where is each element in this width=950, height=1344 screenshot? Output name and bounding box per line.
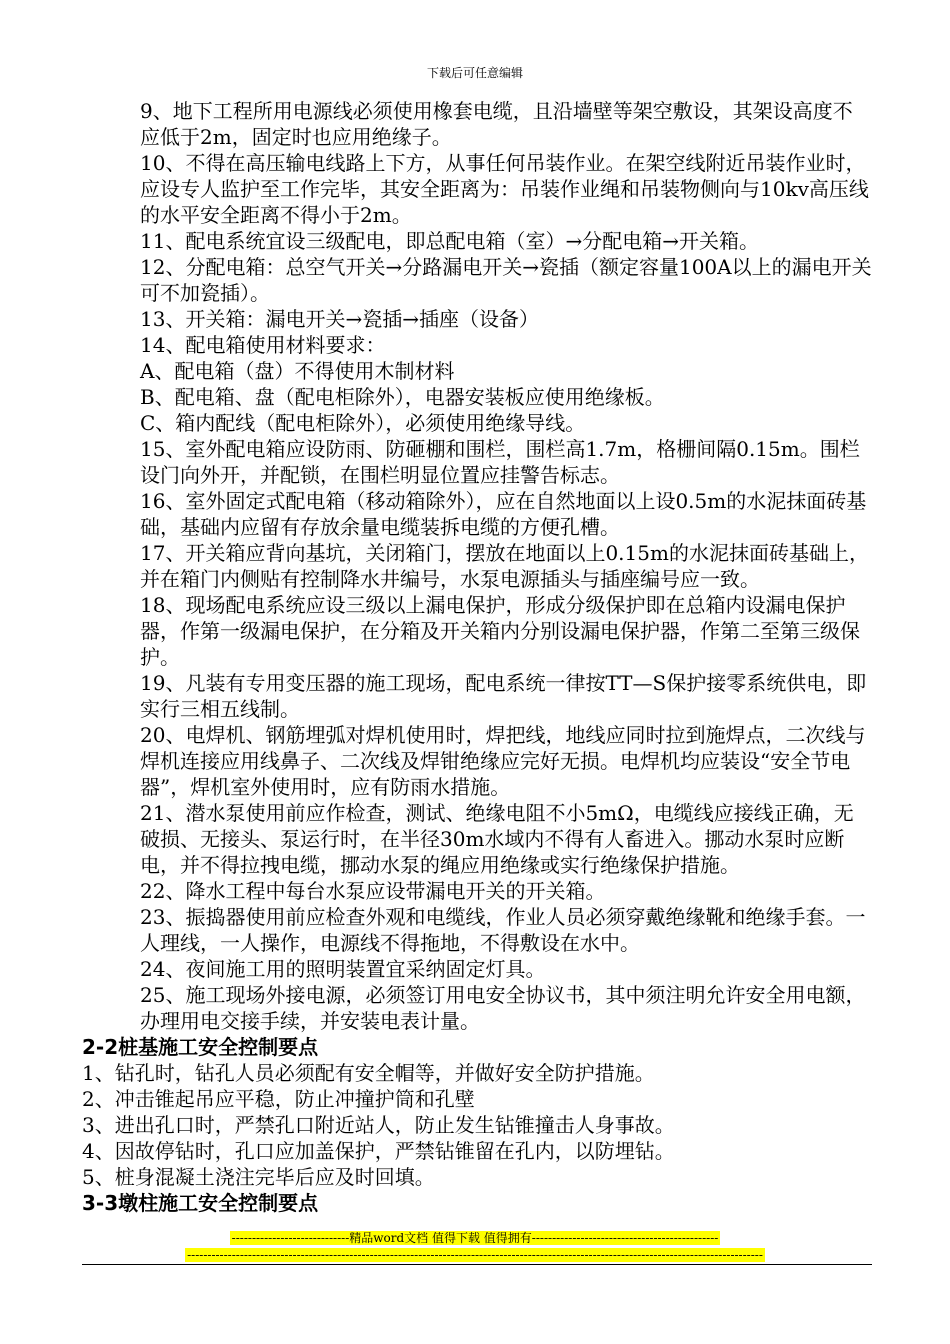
section-heading-pile: 2-2桩基施工安全控制要点 [82,1035,319,1059]
list-item: B、配电箱、盘（配电柜除外），电器安装板应使用绝缘板。 [140,385,665,409]
list-item: 24、夜间施工用的照明装置宜采纳固定灯具。 [140,957,546,981]
list-item: C、箱内配线（配电柜除外），必须使用绝缘导线。 [140,411,586,435]
list-item: 9、地下工程所用电源线必须使用橡套电缆，且沿墙壁等架空敷设，其架设高度不应低于2m，固定时也应用绝缘子。 [140,99,853,149]
section-heading-pier: 3-3墩柱施工安全控制要点 [82,1191,319,1215]
footer-banner [0,1230,950,1246]
list-item: 11、配电系统宜设三级配电，即总配电箱（室）→分配电箱→开关箱。 [140,229,759,253]
list-item: 15、室外配电箱应设防雨、防砸棚和围栏，围栏高1.7m，格栅间隔0.15m。围栏设门向外开，并配锁，在围栏明显位置应挂警告标志。 [140,437,860,487]
list-item: 5、桩身混凝土浇注完毕后应及时回填。 [82,1165,435,1189]
list-item: 13、开关箱：漏电开关→瓷插→插座（设备） [140,307,539,331]
list-item: A、配电箱（盘）不得使用木制材料 [140,359,455,383]
header-note: 下载后可任意编辑 [426,66,523,80]
list-item: 20、电焊机、钢筋埋弧对焊机使用时，焊把线，地线应同时拉到施焊点，二次线与焊机连接应用线鼻子、二次线及焊钳绝缘应完好无损。电焊机均应装设“安全节电器”，焊机室外使用时，应有防雨水措施。 [140,723,866,799]
list-item: 10、不得在高压输电线路上下方，从事任何吊装作业。在架空线附近吊装作业时，应设专人监护至工作完毕，其安全距离为：吊装作业绳和吊装物侧向与10kv高压线的水平安全距离不得小于2m。 [140,151,869,227]
list-item: 21、潜水泵使用前应作检查，测试、绝缘电阻不小5mΩ，电缆线应接线正确，无破损、无接头、泵运行时，在半径30m水域内不得有人畜进入。挪动水泵时应断电，并不得拉拽电缆，挪动水泵的绳应用绝缘或实行绝缘保护措施。 [140,801,854,877]
list-item: 3、进出孔口时，严禁孔口附近站人，防止发生钻锥撞击人身事故。 [82,1113,675,1137]
list-item: 4、因故停钻时，孔口应加盖保护，严禁钻锥留在孔内，以防埋钻。 [82,1139,675,1163]
list-item: 19、凡装有专用变压器的施工现场，配电系统一律按TT—S保护接零系统供电，即实行三相五线制。 [140,671,867,721]
list-item: 1、钻孔时，钻孔人员必须配有安全帽等，并做好安全防护措施。 [82,1061,655,1085]
footer-divider [82,1264,872,1265]
list-item: 12、分配电箱：总空气开关→分路漏电开关→瓷插（额定容量100A以上的漏电开关可不加瓷插）。 [140,255,872,305]
list-item: 25、施工现场外接电源，必须签订用电安全协议书，其中须注明允许安全用电额，办理用电交接手续，并安装电表计量。 [140,983,866,1033]
list-item: 2、冲击锥起吊应平稳，防止冲撞护筒和孔壁 [82,1087,475,1111]
list-item: 14、配电箱使用材料要求： [140,333,386,357]
list-item: 22、降水工程中每台水泵应设带漏电开关的开关箱。 [140,879,606,903]
list-item: 16、室外固定式配电箱（移动箱除外），应在自然地面以上设0.5m的水泥抹面砖基础，基础内应留有存放余量电缆装拆电缆的方便孔槽。 [140,489,867,539]
footer-banner-text: -----------------------------精品word文档 值得下载 值得拥有---------------------------------------------- [231,1231,719,1245]
list-item: 18、现场配电系统应设三级以上漏电保护，形成分级保护即在总箱内设漏电保护器，作第一级漏电保护，在分箱及开关箱内分别设漏电保护器，作第二至第三级保护。 [140,593,860,669]
document-body [82,98,872,1216]
footer-banner-dashes [0,1247,950,1263]
list-item: 17、开关箱应背向基坑，关闭箱门，摆放在地面以上0.15m的水泥抹面砖基础上，并在箱门内侧贴有控制降水井编号，水泵电源插头与插座编号应一致。 [140,541,869,591]
list-item: 23、振捣器使用前应检查外观和电缆线，作业人员必须穿戴绝缘靴和绝缘手套。一人理线，一人操作，电源线不得拖地，不得敷设在水中。 [140,905,866,955]
footer-dash-line: ---------------------------------------------------------------------------------------------------------------------------------------------- [187,1248,763,1262]
